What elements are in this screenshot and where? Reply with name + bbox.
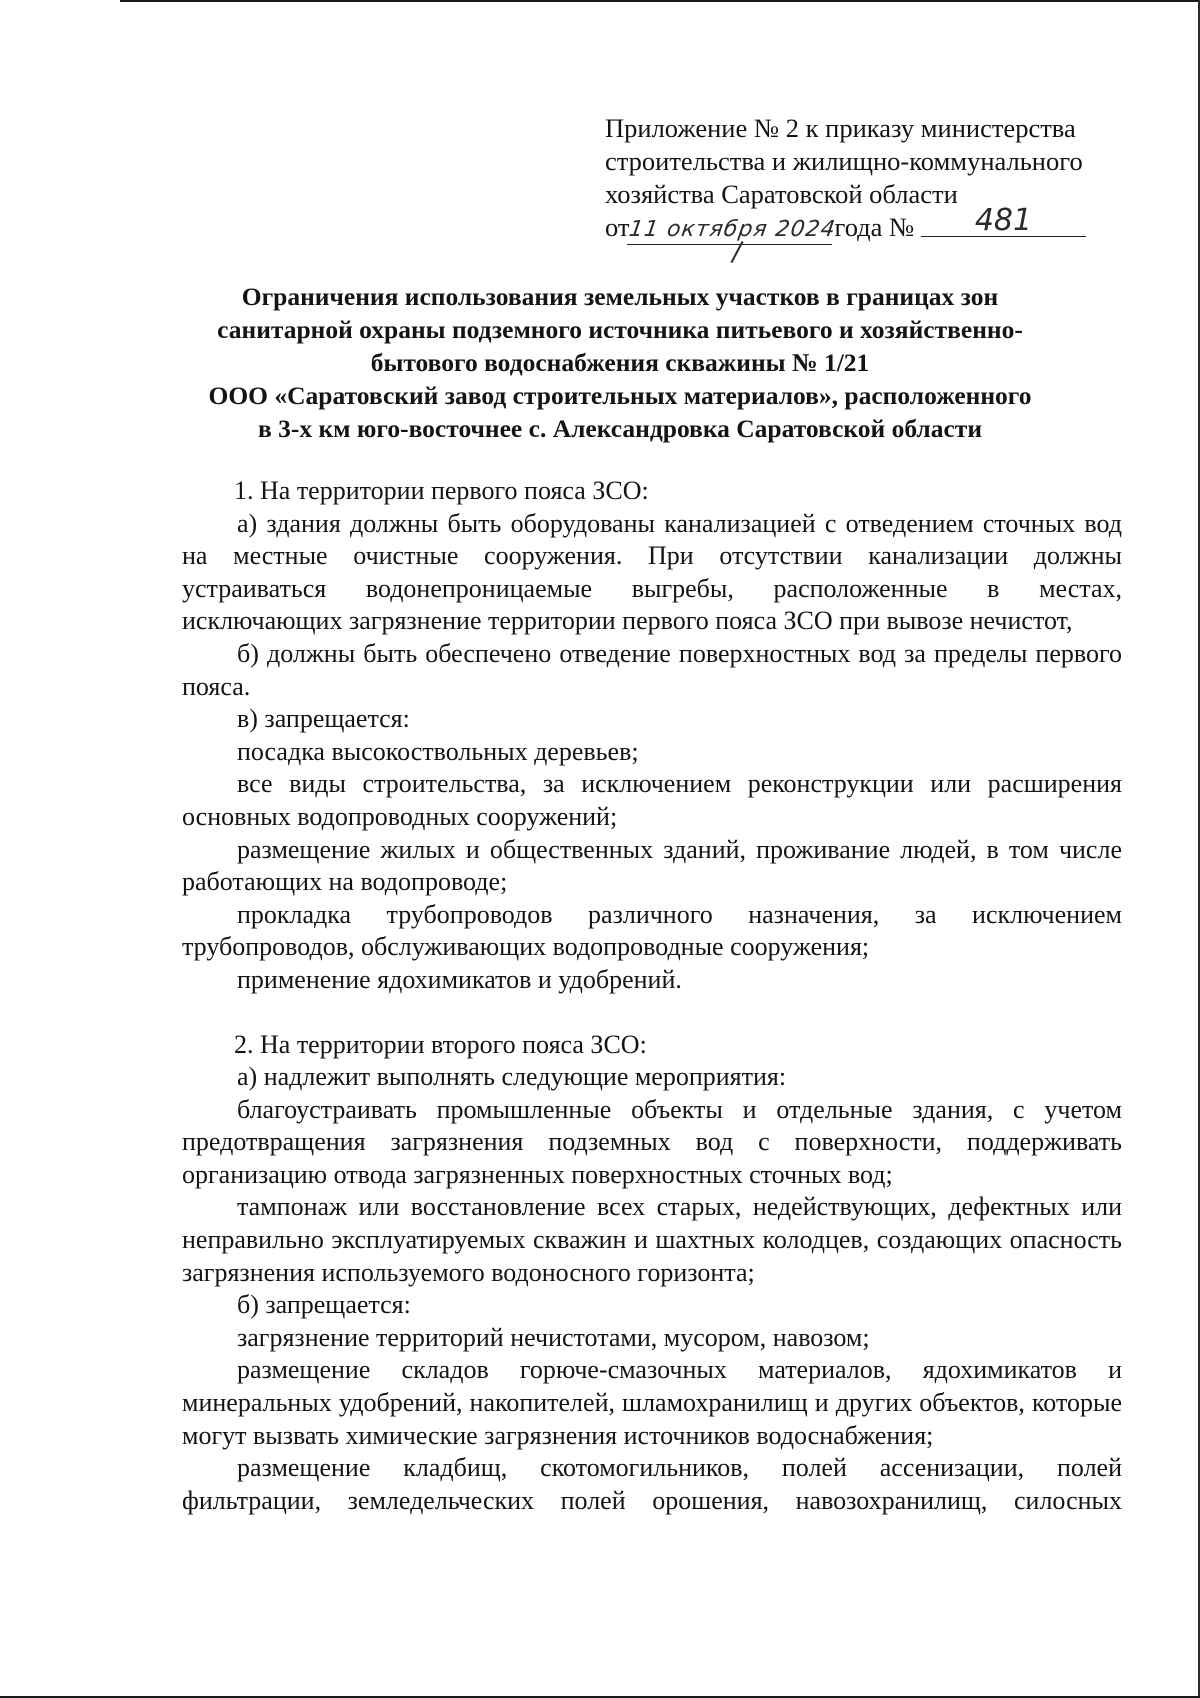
section-1-prohibition-1: посадка высокоствольных деревьев; [237, 736, 639, 766]
document-body [182, 475, 1122, 1517]
date-prefix: от [605, 212, 630, 242]
title-line-2: санитарной охраны подземного источника питьевого и хозяйственно- [217, 315, 1023, 344]
section-1-prohibition-4: прокладка трубопроводов различного назначения, за исключением трубопроводов, обслуживающих водопроводные сооружения; [182, 899, 1122, 962]
section-2-measure-2: тампонаж или восстановление всех старых, недействующих, дефектных или неправильно эксплуатируемых скважин и шахтных колодцев, создающих опасность загрязнения используемого водоносного горизонта; [182, 1192, 1122, 1287]
document-title [150, 280, 1090, 445]
section-gap [182, 997, 1122, 1029]
title-line-4: ООО «Саратовский завод строительных материалов», расположенного [208, 381, 1032, 410]
section-2-item-a: а) надлежит выполнять следующие мероприятия: [237, 1062, 787, 1092]
section-1-prohibition-5: применение ядохимикатов и удобрений. [237, 964, 682, 994]
appendix-date-line [605, 203, 1125, 251]
section-1-item-a: а) здания должны быть оборудованы канализацией с отведением сточных вод на местные очистные сооружения. При отсутствии канализации должны устраиваться водонепроницаемые выгребы, расположенные в местах, исключающих загрязнение территории первого пояса ЗСО при вывозе нечистот, [182, 508, 1122, 636]
scan-edge-top [120, 0, 1200, 2]
section-2-prohibition-2: размещение складов горюче-смазочных материалов, ядохимикатов и минеральных удобрений, накопителей, шламохранилищ и других объектов, которые могут вызвать химические загрязнения источников водоснабжения; [182, 1355, 1122, 1450]
handwritten-order-number: 481 [921, 206, 1086, 237]
section-1-prohibition-2: все виды строительства, за исключением реконструкции или расширения основных водопроводных сооружений; [182, 769, 1122, 831]
section-2-heading: 2. На территории второго пояса ЗСО: [234, 1029, 647, 1059]
handwritten-date: 11 октября 2024 [627, 216, 836, 245]
appendix-line-3: хозяйства Саратовской области [605, 179, 958, 209]
section-2-prohibition-3: размещение кладбищ, скотомогильников, полей ассенизации, полей фильтрации, земледельческих полей орошения, навозохранилищ, силосных [182, 1453, 1122, 1515]
appendix-line-2: строительства и жилищно-коммунального [605, 146, 1083, 176]
appendix-header [605, 112, 1125, 251]
section-2-measure-1: благоустраивать промышленные объекты и отдельные здания, с учетом предотвращения загрязнения подземных вод с поверхности, поддерживать организацию отвода загрязненных поверхностных сточных вод; [182, 1094, 1122, 1189]
section-1-item-b: б) должны быть обеспечено отведение поверхностных вод за пределы первого пояса. [182, 638, 1122, 701]
section-2-item-b: б) запрещается: [237, 1290, 411, 1320]
section-2-prohibition-1: загрязнение территорий нечистотами, мусором, навозом; [237, 1322, 870, 1352]
section-1-heading: 1. На территории первого пояса ЗСО: [234, 476, 649, 505]
section-1-prohibition-3: размещение жилых и общественных зданий, проживание людей, в том числе работающих на водопроводе; [182, 834, 1122, 897]
title-line-5: в 3-х км юго-восточнее с. Александровка Саратовской области [257, 414, 983, 443]
title-line-1: Ограничения использования земельных участков в границах зон [241, 282, 999, 311]
year-word: года № [834, 212, 915, 242]
appendix-line-1: Приложение № 2 к приказу министерства [605, 113, 1076, 143]
section-1-item-v: в) запрещается: [237, 704, 410, 734]
title-line-3: бытового водоснабжения скважины № 1/21 [370, 348, 870, 377]
